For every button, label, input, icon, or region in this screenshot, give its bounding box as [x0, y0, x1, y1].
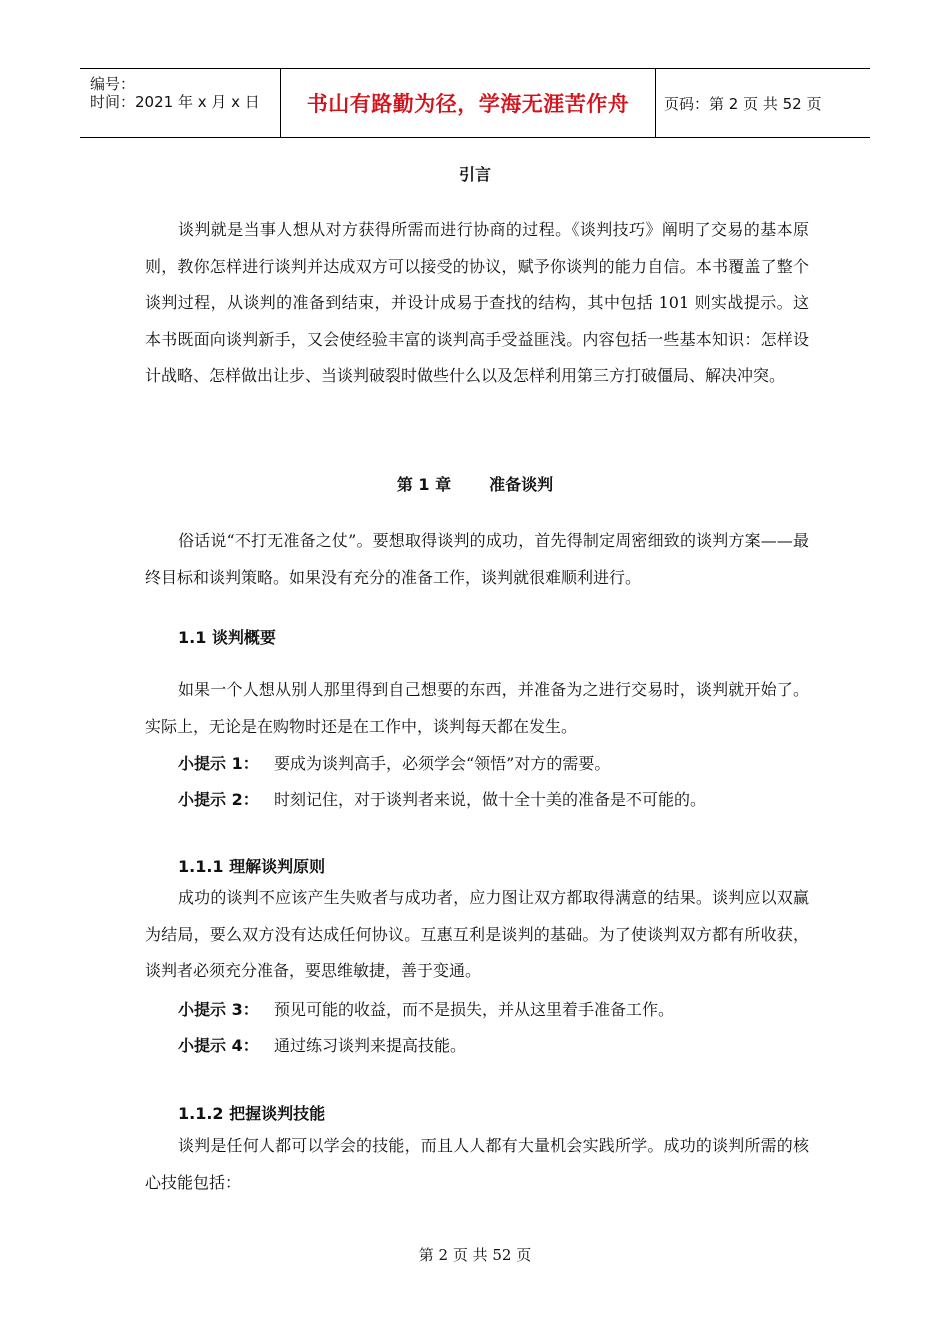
intro-heading: 引言: [458, 165, 491, 184]
section-1-1-2-heading: 1.1.2 把握谈判技能: [178, 1104, 326, 1123]
tip-text: 时刻记住，对于谈判者来说，做十全十美的准备是不可能的。: [274, 790, 707, 809]
tip-1: [178, 751, 610, 774]
tip-3: [178, 997, 674, 1020]
tip-text: 预见可能的收益，而不是损失，并从这里着手准备工作。: [274, 1000, 675, 1019]
section-1-1-paragraph: 如果一个人想从别人那里得到自己想要的东西，并准备为之进行交易时，谈判就开始了。实际上，无论是在购物时还是在工作中，谈判每天都在发生。: [145, 680, 809, 736]
section-1-1-2-paragraph: 谈判是任何人都可以学会的技能，而且人人都有大量机会实践所学。成功的谈判所需的核心技能包括：: [145, 1136, 809, 1192]
section-1-1-1-heading: 1.1.1 理解谈判原则: [178, 857, 326, 876]
header-motto: 书山有路勤为径，学海无涯苦作舟: [306, 92, 630, 116]
tip-label: 小提示 4：: [178, 1036, 259, 1055]
header-page-info: 页码：第 2 页 共 52 页: [664, 94, 822, 113]
section-1-1-heading: 1.1 谈判概要: [178, 628, 276, 647]
tip-4: [178, 1033, 466, 1056]
tip-2: [178, 787, 706, 810]
section-1-1-1-paragraph: 成功的谈判不应该产生失败者与成功者，应力图让双方都取得满意的结果。谈判应以双赢为结局，要么双方没有达成任何协议。互惠互利是谈判的基础。为了使谈判双方都有所收获，谈判者必须充分准备，要思维敏捷，善于变通。: [145, 888, 809, 980]
tip-label: 小提示 3：: [178, 1000, 259, 1019]
chapter-title: 准备谈判: [489, 475, 554, 494]
document-date: 时间：2021 年 x 月 x 日: [90, 93, 260, 111]
header-left-cell: [80, 69, 280, 137]
intro-paragraph: 谈判就是当事人想从对方获得所需而进行协商的过程。《谈判技巧》阐明了交易的基本原则，教你怎样进行谈判并达成双方可以接受的协议，赋予你谈判的能力自信。本书覆盖了整个谈判过程，从谈判的准备到结束，并设计成易于查找的结构，其中包括 101 则实战提示。这本书既面向谈判新手，又会使经验丰富的谈判高手受益匪浅。内容包括一些基本知识：怎样设计战略、怎样做出让步、当谈判破裂时做些什么以及怎样利用第三方打破僵局、解决冲突。: [145, 220, 809, 385]
chapter-number: 第 1 章: [396, 475, 452, 494]
tip-text: 通过练习谈判来提高技能。: [274, 1036, 467, 1055]
header-motto-cell: [280, 69, 656, 137]
tip-label: 小提示 1：: [178, 754, 259, 773]
document-number-label: 编号：: [90, 75, 136, 93]
chapter-paragraph: 俗话说“不打无准备之仗”。要想取得谈判的成功，首先得制定周密细致的谈判方案——最终目标和谈判策略。如果没有充分的准备工作，谈判就很难顺利进行。: [145, 531, 809, 587]
page-footer: 第 2 页 共 52 页: [418, 1246, 532, 1264]
page-header: [80, 68, 870, 138]
tip-label: 小提示 2：: [178, 790, 259, 809]
tip-text: 要成为谈判高手，必须学会“领悟”对方的需要。: [274, 754, 611, 773]
chapter-heading: [0, 472, 950, 495]
